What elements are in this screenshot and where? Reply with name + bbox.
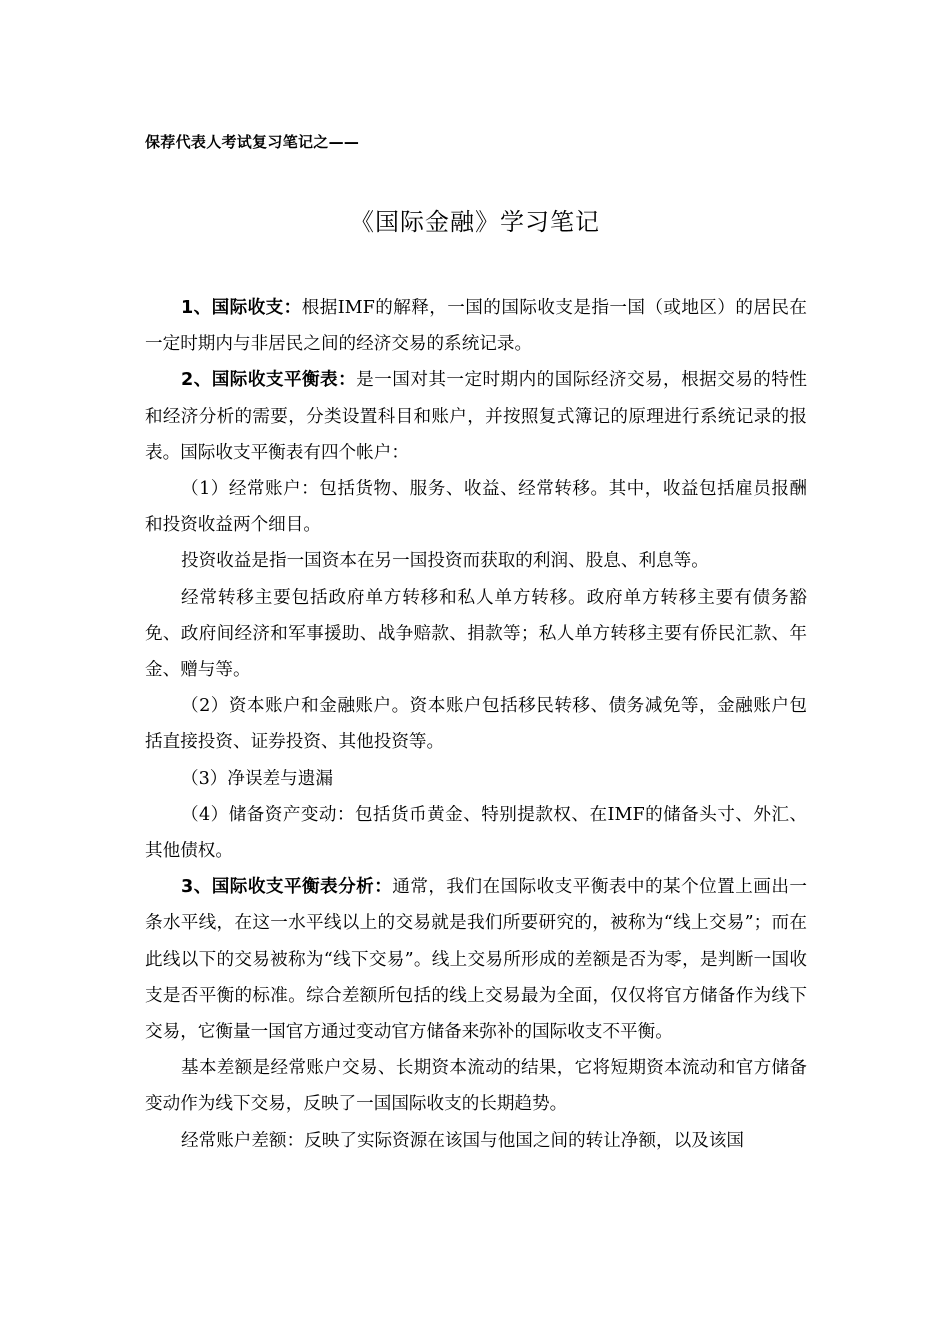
paragraph-1 [145, 290, 807, 362]
header-label: 保荐代表人考试复习笔记之—— [145, 133, 360, 151]
document-body [145, 290, 807, 1159]
paragraph-text: 投资收益是指一国资本在另一国投资而获取的利润、股息、利息等。 [181, 551, 709, 572]
paragraph-7 [145, 761, 807, 797]
paragraph-text: 经常转移主要包括政府单方转移和私人单方转移。政府单方转移主要有债务豁免、政府间经济和军事援助、战争赔款、捐款等；私人单方转移主要有侨民汇款、年金、赠与等。 [145, 587, 807, 681]
paragraph-text: （2）资本账户和金融账户。资本账户包括移民转移、债务减免等，金融账户包括直接投资、证券投资、其他投资等。 [145, 696, 807, 753]
term-label: 2、国际收支平衡表： [181, 370, 357, 391]
term-label: 1、国际收支： [181, 298, 302, 318]
paragraph-5 [145, 580, 807, 689]
paragraph-4 [145, 543, 807, 579]
paragraph-text: （4）储备资产变动：包括货币黄金、特别提款权、在IMF的储备头寸、外汇、其他债权。 [145, 804, 807, 862]
paragraph-11 [145, 1123, 807, 1159]
paragraph-text: 根据IMF的解释，一国的国际收支是指一国（或地区）的居民在一定时期内与非居民之间的经济交易的系统记录。 [145, 298, 807, 355]
paragraph-6 [145, 688, 807, 760]
paragraph-text: 是一国对其一定时期内的国际经济交易，根据交易的特性和经济分析的需要，分类设置科目和账户，并按照复式簿记的原理进行系统记录的报表。国际收支平衡表有四个帐户： [145, 370, 807, 463]
paragraph-text: （1）经常账户：包括货物、服务、收益、经常转移。其中，收益包括雇员报酬和投资收益两个细目。 [145, 479, 807, 536]
paragraph-text: 基本差额是经常账户交易、长期资本流动的结果，它将短期资本流动和官方储备变动作为线下交易，反映了一国国际收支的长期趋势。 [145, 1058, 807, 1115]
paragraph-text: 通常，我们在国际收支平衡表中的某个位置上画出一条水平线，在这一水平线以上的交易就是我们所要研究的，被称为“线上交易”；而在此线以下的交易被称为“线下交易”。线上交易所形成的差额是否为零，是判断一国收支是否平衡的标准。综合差额所包括的线上交易最为全面，仅仅将官方储备作为线下交易，它衡量一国官方通过变动官方储备来弥补的国际收支不平衡。 [145, 877, 807, 1043]
paragraph-2 [145, 362, 807, 471]
paragraph-text: （3）净误差与遗漏 [181, 768, 333, 789]
term-label: 3、国际收支平衡表分析： [181, 877, 393, 898]
paragraph-3 [145, 471, 807, 543]
document-title: 《国际金融》学习笔记 [350, 208, 600, 236]
paragraph-10 [145, 1050, 807, 1122]
paragraph-9 [145, 869, 807, 1050]
paragraph-text: 经常账户差额：反映了实际资源在该国与他国之间的转让净额，以及该国 [181, 1130, 745, 1151]
paragraph-8 [145, 797, 807, 869]
